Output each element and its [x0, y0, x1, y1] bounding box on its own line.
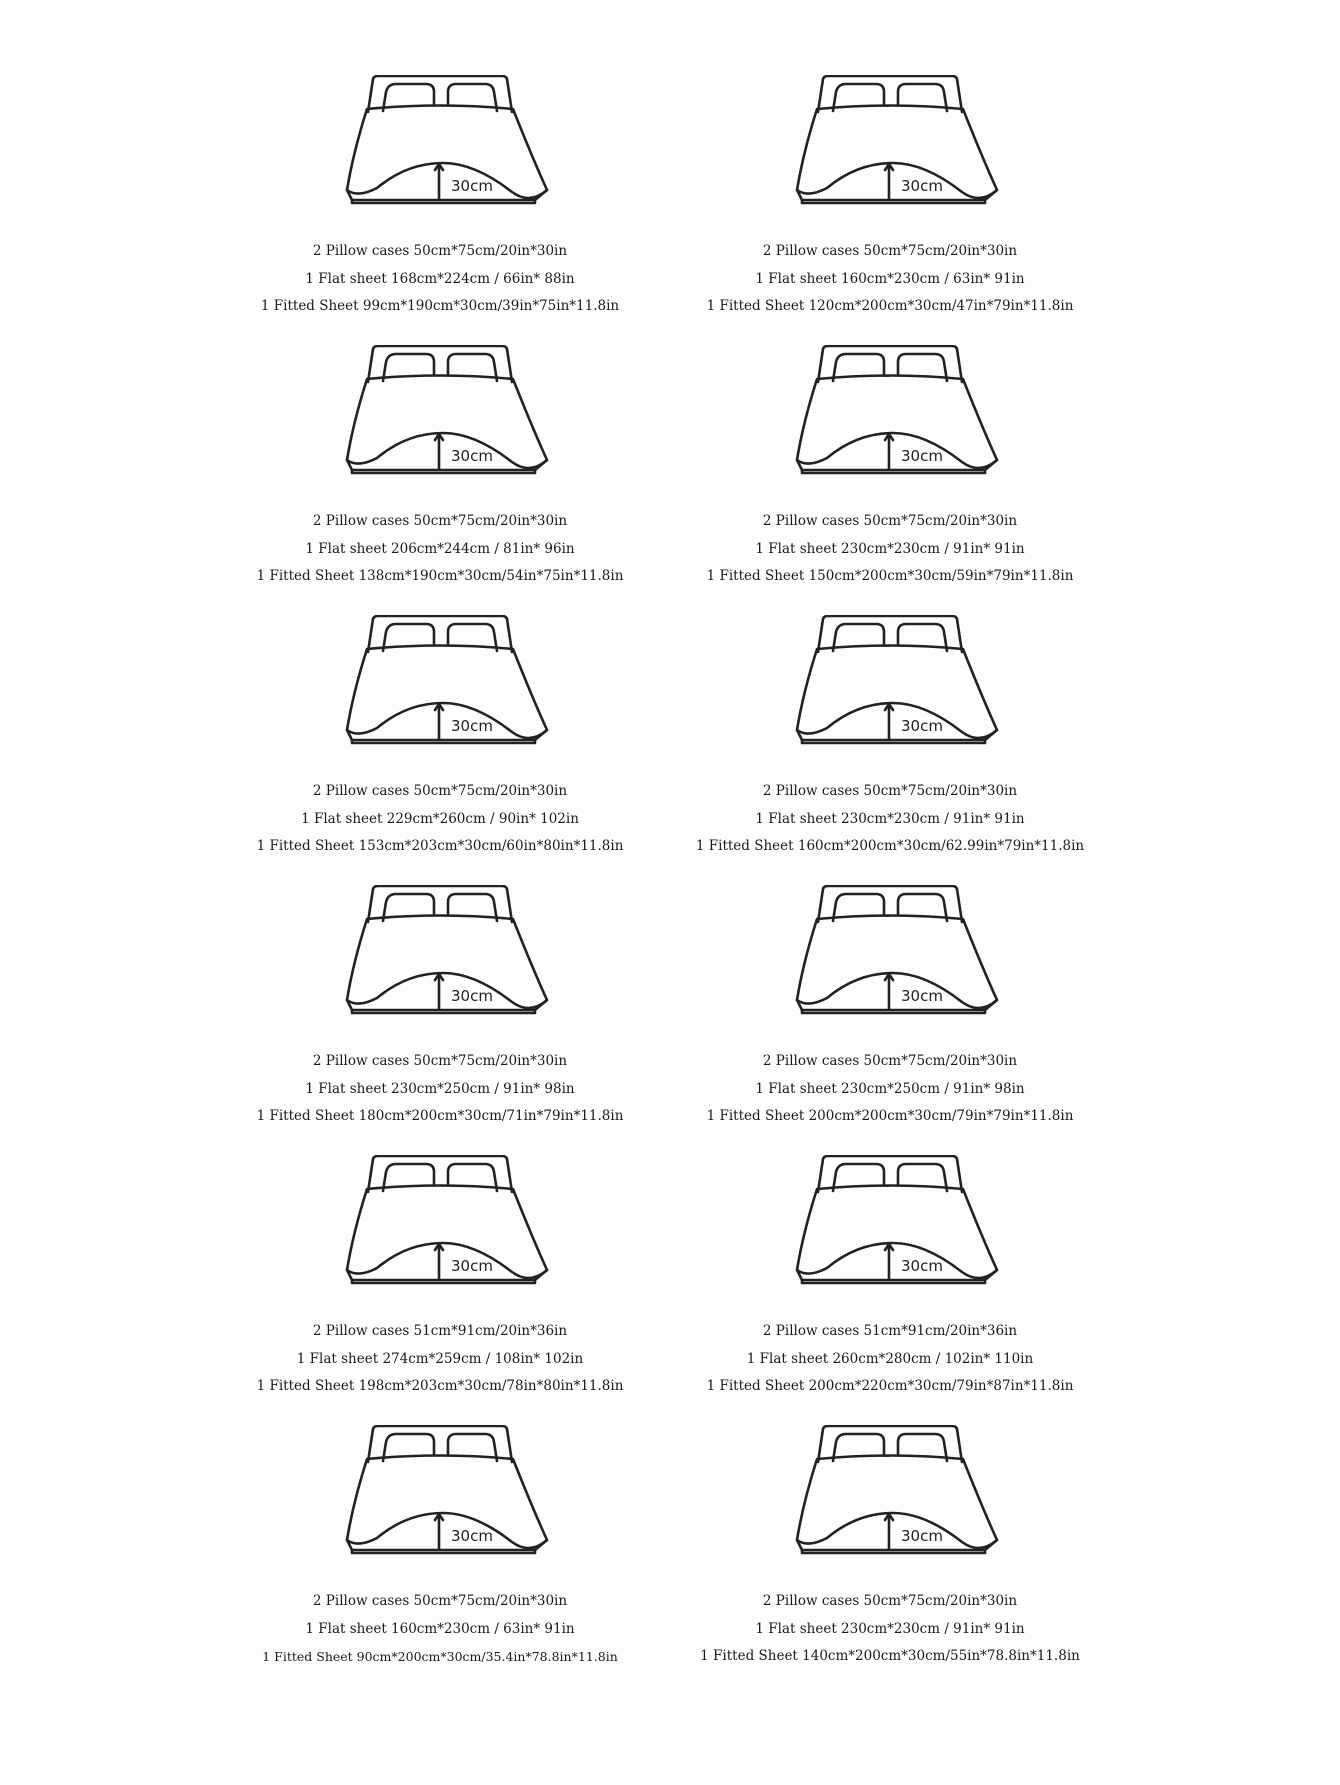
flat-sheet-spec: 1 Flat sheet 230cm*250cm / 91in* 98in [305, 1080, 575, 1097]
measure-label: 30cm [901, 987, 943, 1005]
measure-label: 30cm [451, 1527, 493, 1545]
fitted-sheet-spec: 1 Fitted Sheet 160cm*200cm*30cm/62.99in*79in*11.8in [695, 838, 1085, 854]
fitted-sheet-spec: 1 Fitted Sheet 90cm*200cm*30cm/35.4in*78.8in*11.8in [262, 1649, 618, 1664]
pillow-case-spec: 2 Pillow cases 50cm*75cm/20in*30in [312, 783, 568, 799]
bed-illustration [775, 615, 1005, 775]
fitted-sheet-spec: 1 Fitted Sheet 150cm*200cm*30cm/59in*79in*11.8in [706, 568, 1074, 584]
flat-sheet-spec: 1 Flat sheet 230cm*230cm / 91in* 91in [755, 810, 1025, 827]
size-card [610, 1425, 1170, 1690]
pillow-case-spec: 2 Pillow cases 50cm*75cm/20in*30in [762, 513, 1018, 529]
spec-text [610, 1588, 1170, 1671]
flat-sheet-spec: 1 Flat sheet 206cm*244cm / 81in* 96in [305, 540, 575, 557]
size-card [610, 75, 1170, 340]
measure-label: 30cm [901, 177, 943, 195]
bed-illustration [775, 885, 1005, 1045]
size-card [610, 885, 1170, 1150]
flat-sheet-spec: 1 Flat sheet 160cm*230cm / 63in* 91in [755, 270, 1025, 287]
measure-label: 30cm [451, 987, 493, 1005]
pillow-case-spec: 2 Pillow cases 50cm*75cm/20in*30in [312, 243, 568, 259]
flat-sheet-spec: 1 Flat sheet 168cm*224cm / 66in* 88in [305, 270, 575, 287]
pillow-case-spec: 2 Pillow cases 50cm*75cm/20in*30in [762, 1053, 1018, 1069]
flat-sheet-spec: 1 Flat sheet 230cm*250cm / 91in* 98in [755, 1080, 1025, 1097]
spec-text [610, 508, 1170, 591]
pillow-case-spec: 2 Pillow cases 50cm*75cm/20in*30in [762, 243, 1018, 259]
bed-illustration [325, 75, 555, 235]
bed-illustration [325, 615, 555, 775]
spec-text [610, 1318, 1170, 1401]
pillow-case-spec: 2 Pillow cases 51cm*91cm/20in*36in [312, 1323, 568, 1339]
fitted-sheet-spec: 1 Fitted Sheet 99cm*190cm*30cm/39in*75in*11.8in [260, 298, 620, 314]
fitted-sheet-spec: 1 Fitted Sheet 180cm*200cm*30cm/71in*79in*11.8in [256, 1108, 624, 1124]
measure-label: 30cm [901, 1527, 943, 1545]
pillow-case-spec: 2 Pillow cases 50cm*75cm/20in*30in [762, 783, 1018, 799]
flat-sheet-spec: 1 Flat sheet 274cm*259cm / 108in* 102in [296, 1350, 584, 1367]
flat-sheet-spec: 1 Flat sheet 260cm*280cm / 102in* 110in [746, 1350, 1034, 1367]
measure-label: 30cm [451, 1257, 493, 1275]
bed-illustration [325, 1425, 555, 1585]
pillow-case-spec: 2 Pillow cases 50cm*75cm/20in*30in [312, 1593, 568, 1609]
pillow-case-spec: 2 Pillow cases 50cm*75cm/20in*30in [762, 1593, 1018, 1609]
bed-illustration [775, 1425, 1005, 1585]
spec-text [610, 778, 1170, 861]
fitted-sheet-spec: 1 Fitted Sheet 200cm*220cm*30cm/79in*87in*11.8in [706, 1378, 1074, 1394]
fitted-sheet-spec: 1 Fitted Sheet 200cm*200cm*30cm/79in*79in*11.8in [706, 1108, 1074, 1124]
spec-text [610, 1048, 1170, 1131]
bed-illustration [325, 1155, 555, 1315]
measure-label: 30cm [901, 447, 943, 465]
pillow-case-spec: 2 Pillow cases 50cm*75cm/20in*30in [312, 1053, 568, 1069]
pillow-case-spec: 2 Pillow cases 51cm*91cm/20in*36in [762, 1323, 1018, 1339]
pillow-case-spec: 2 Pillow cases 50cm*75cm/20in*30in [312, 513, 568, 529]
bed-illustration [775, 1155, 1005, 1315]
measure-label: 30cm [901, 1257, 943, 1275]
flat-sheet-spec: 1 Flat sheet 230cm*230cm / 91in* 91in [755, 1620, 1025, 1637]
size-card [610, 345, 1170, 610]
flat-sheet-spec: 1 Flat sheet 230cm*230cm / 91in* 91in [755, 540, 1025, 557]
fitted-sheet-spec: 1 Fitted Sheet 138cm*190cm*30cm/54in*75in*11.8in [256, 568, 624, 584]
measure-label: 30cm [451, 447, 493, 465]
size-card [610, 615, 1170, 880]
flat-sheet-spec: 1 Flat sheet 160cm*230cm / 63in* 91in [305, 1620, 575, 1637]
bed-illustration [775, 75, 1005, 235]
measure-label: 30cm [451, 177, 493, 195]
bed-illustration [325, 885, 555, 1045]
size-card [610, 1155, 1170, 1420]
fitted-sheet-spec: 1 Fitted Sheet 120cm*200cm*30cm/47in*79in*11.8in [706, 298, 1074, 314]
spec-text [610, 238, 1170, 321]
fitted-sheet-spec: 1 Fitted Sheet 140cm*200cm*30cm/55in*78.8in*11.8in [700, 1648, 1080, 1664]
bed-illustration [775, 345, 1005, 505]
flat-sheet-spec: 1 Flat sheet 229cm*260cm / 90in* 102in [301, 810, 579, 827]
bed-illustration [325, 345, 555, 505]
fitted-sheet-spec: 1 Fitted Sheet 153cm*203cm*30cm/60in*80in*11.8in [256, 838, 624, 854]
measure-label: 30cm [901, 717, 943, 735]
fitted-sheet-spec: 1 Fitted Sheet 198cm*203cm*30cm/78in*80in*11.8in [256, 1378, 624, 1394]
measure-label: 30cm [451, 717, 493, 735]
